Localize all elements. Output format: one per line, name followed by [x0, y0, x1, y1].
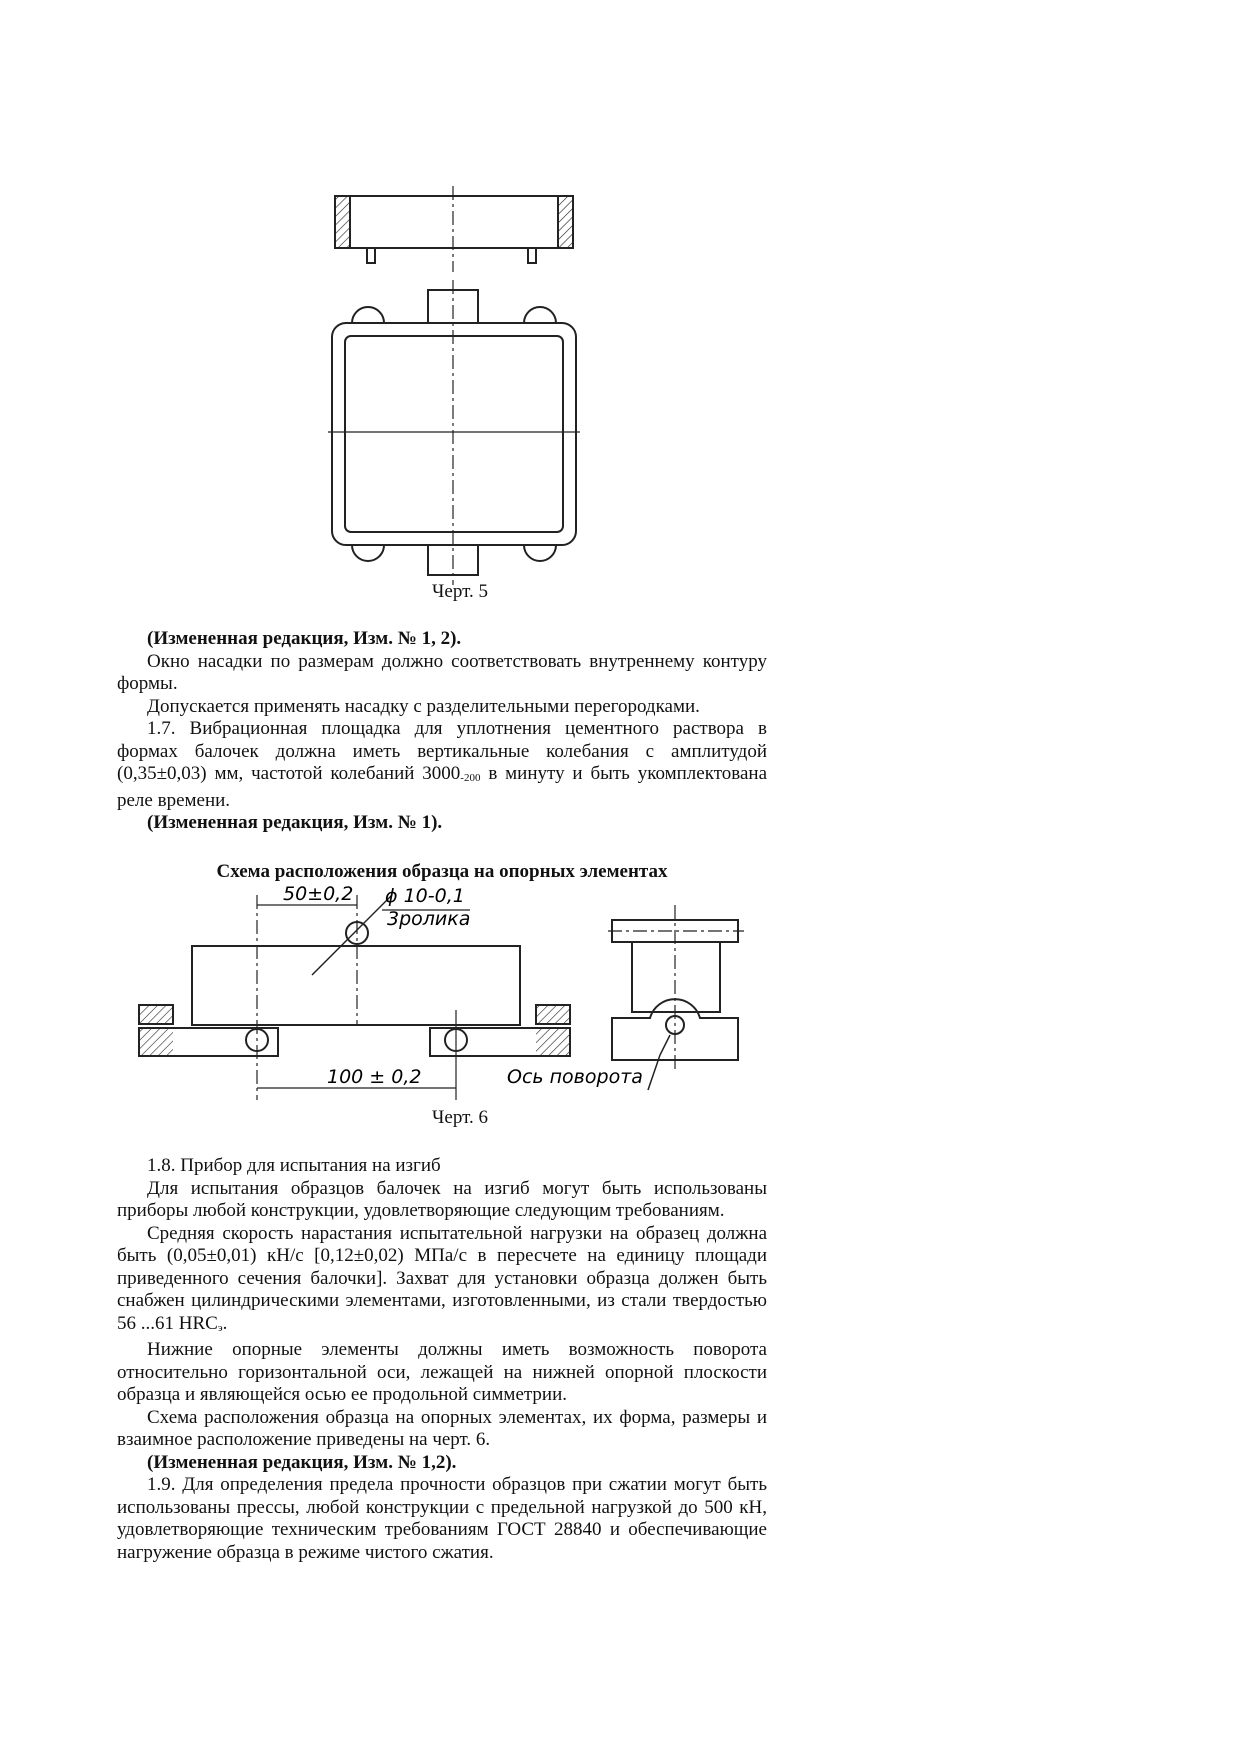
paragraph-text: Средняя скорость нарастания испытательной нагрузки на образец должна быть (0,05±0,01) кН/с [0,12±0,02) МПа/с в пересчете на единицу площади приведенного сечения балочки]. Захват для установки образца должен быть снабжен цилиндрическими элементами, изготовленными, из стали твердостью 56 ...61 HRC [117, 1222, 767, 1334]
paragraph: Нижние опорные элементы должны иметь возможность поворота относительно горизонтальной оси, лежащей на нижней опорной плоскости образца и являющейся осью ее продольной симметрии. [117, 1339, 767, 1405]
dim-span-label: 100 ± 0,2 [327, 1066, 422, 1088]
paragraph: Окно насадки по размерам должно соответствовать внутреннему контуру формы. [117, 650, 767, 694]
rotation-axis-label: Ось поворота [507, 1066, 643, 1088]
paragraph-1-7 [117, 718, 767, 812]
section-1 [117, 628, 767, 835]
paragraph-text: в минуту и быть укомплектована реле времени. [117, 763, 767, 811]
paragraph: Схема расположения образца на опорных элементах, их форма, размеры и взаимное расположение приведены на черт. 6. [117, 1406, 767, 1450]
dim-roller-count-label: 3ролика [387, 908, 471, 930]
revision-note: (Измененная редакция, Изм. № 1, 2). [147, 628, 462, 649]
section-heading: 1.8. Прибор для испытания на изгиб [147, 1155, 441, 1176]
bending-scheme-side-view [608, 905, 744, 1090]
revision-note: (Измененная редакция, Изм. № 1). [147, 812, 443, 833]
paragraph-text: . [222, 1312, 228, 1334]
paragraph-1-9: 1.9. Для определения предела прочности образцов при сжатии могут быть использованы прессы, любой конструкции с предельной нагрузкой до 500 кН, удовлетворяющие техническим требованиям ГОСТ 28840 и обеспечивающие нагружение образца в режиме чистого сжатия. [117, 1474, 767, 1563]
paragraph: Для испытания образцов балочек на изгиб могут быть использованы приборы любой конструкции, удовлетворяющие следующим требованиям. [117, 1177, 767, 1221]
revision-note: (Измененная редакция, Изм. № 1,2). [147, 1451, 457, 1473]
figure-6-title: Схема расположения образца на опорных элементах [216, 861, 668, 882]
figure-5-caption: Черт. 5 [432, 581, 488, 602]
subscript: -200 [460, 772, 481, 784]
dim-roller-diameter-label: ϕ 10-0,1 [385, 885, 465, 907]
dim-offset-label: 50±0,2 [283, 883, 354, 905]
paragraph [117, 1223, 767, 1340]
section-2 [117, 1155, 767, 1564]
mould-plan-view [328, 280, 580, 585]
figure-6-caption: Черт. 6 [432, 1107, 488, 1128]
paragraph: Допускается применять насадку с разделительными перегородками. [147, 695, 700, 717]
paragraph-text: 1.7. Вибрационная площадка для уплотнения цементного раствора в формах балочек должна иметь вертикальные колебания с амплитудой (0,35±0,03) мм, частотой колебаний 3000 [117, 718, 767, 784]
nozzle-section-view [335, 186, 573, 272]
subscript: э [217, 1321, 223, 1334]
